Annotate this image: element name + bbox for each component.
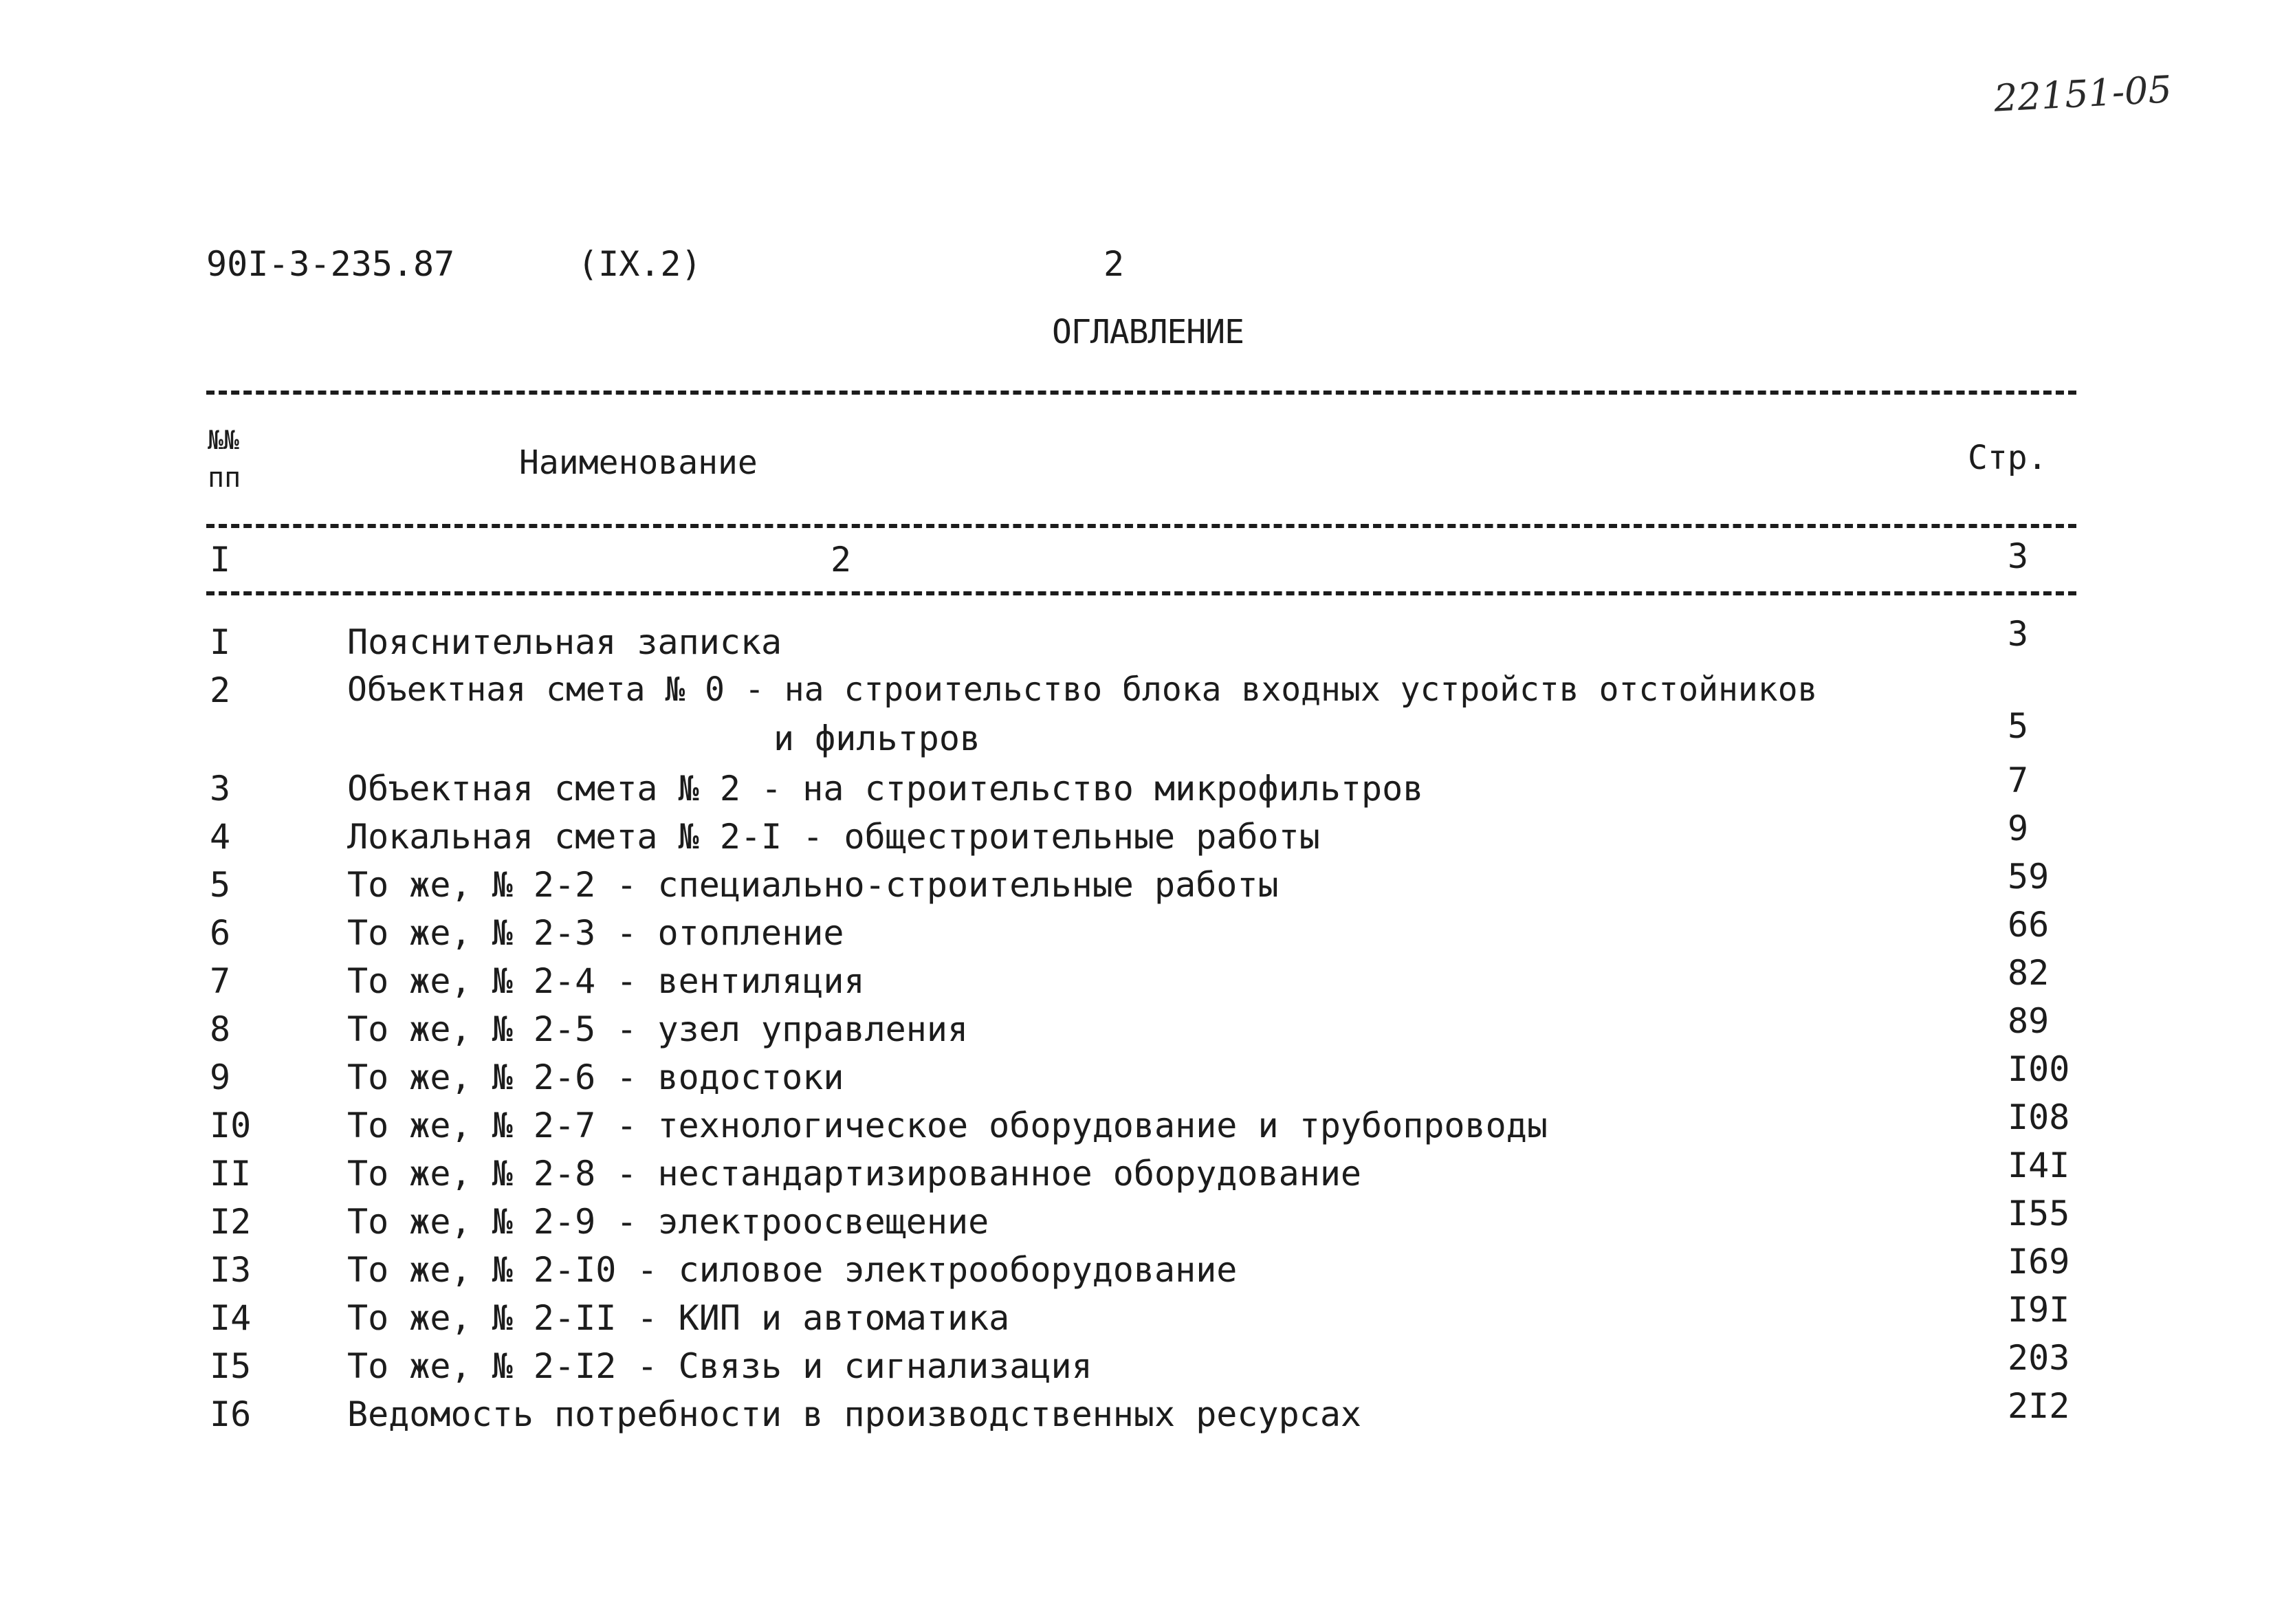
row-page: 59 — [2008, 857, 2050, 897]
row-name: То же, № 2-9 - электроосвещение — [347, 1202, 989, 1242]
table-row — [0, 1242, 2273, 1298]
colnum-2: 2 — [831, 540, 852, 580]
table-row — [0, 760, 2273, 817]
handwritten-code: 22151-05 — [1992, 67, 2173, 120]
table-row — [0, 614, 2273, 670]
colnum-1: I — [210, 540, 231, 580]
row-page: 7 — [2008, 760, 2029, 800]
row-page: I69 — [2008, 1242, 2070, 1282]
row-num: 8 — [210, 1009, 231, 1049]
row-page: 9 — [2008, 809, 2029, 848]
row-page: 2I2 — [2008, 1386, 2070, 1426]
row-name: То же, № 2-I0 - силовое электрооборудование — [347, 1250, 1238, 1290]
table-row — [0, 1338, 2273, 1394]
row-name: То же, № 2-4 - вентиляция — [347, 961, 865, 1001]
table-row — [0, 809, 2273, 865]
row-num: 6 — [210, 913, 231, 953]
table-row — [0, 1145, 2273, 1202]
row-name: То же, № 2-5 - узел управления — [347, 1009, 969, 1049]
row-name: Объектная смета № 0 - на строительство блока входных устройств отстойников — [347, 670, 1818, 709]
header-num-top: №№ — [208, 425, 239, 455]
table-row — [0, 1194, 2273, 1250]
table-row — [0, 953, 2273, 1009]
table-row — [0, 670, 2273, 767]
row-name: То же, № 2-8 - нестандартизированное оборудование — [347, 1154, 1362, 1194]
row-name: То же, № 2-I2 - Связь и сигнализация — [347, 1346, 1092, 1386]
row-page: 3 — [2008, 614, 2029, 654]
row-page: I9I — [2008, 1290, 2070, 1330]
row-name: Локальная смета № 2-I - общестроительные работы — [347, 817, 1320, 857]
table-row — [0, 1049, 2273, 1106]
row-num: I3 — [210, 1250, 252, 1290]
row-num: I2 — [210, 1202, 252, 1242]
row-page: I4I — [2008, 1145, 2070, 1185]
row-num: I5 — [210, 1346, 252, 1386]
header-name: Наименование — [519, 443, 758, 482]
table-row — [0, 905, 2273, 961]
row-name: Объектная смета № 2 - на строительство микрофильтров — [347, 769, 1424, 809]
row-page: 203 — [2008, 1338, 2070, 1378]
colnum-3: 3 — [2008, 536, 2029, 576]
row-num: I6 — [210, 1394, 252, 1434]
table-row — [0, 1290, 2273, 1346]
row-num: 9 — [210, 1057, 231, 1097]
table-row — [0, 1386, 2273, 1442]
row-num: 7 — [210, 961, 231, 1001]
row-name-continuation: и фильтров — [773, 718, 981, 758]
page-number: 2 — [1103, 244, 1125, 284]
rule-colnum-bottom — [206, 591, 2076, 595]
section-code: (IX.2) — [578, 244, 702, 284]
row-page: 82 — [2008, 953, 2050, 993]
row-num: 3 — [210, 769, 231, 809]
row-num: I — [210, 622, 231, 662]
row-page: 66 — [2008, 905, 2050, 945]
row-name: То же, № 2-3 - отопление — [347, 913, 844, 953]
row-name: Пояснительная записка — [347, 622, 782, 662]
row-page: I00 — [2008, 1049, 2070, 1089]
rule-header-bottom — [206, 524, 2076, 528]
row-name: Ведомость потребности в производственных ресурсах — [347, 1394, 1362, 1434]
doc-number: 90I-3-235.87 — [206, 244, 455, 284]
row-num: II — [210, 1154, 252, 1194]
row-num: I0 — [210, 1106, 252, 1145]
table-row — [0, 1001, 2273, 1057]
table-row — [0, 857, 2273, 913]
row-page: 89 — [2008, 1001, 2050, 1041]
header-num-bottom: пп — [208, 462, 241, 494]
header-page: Стр. — [1968, 439, 2047, 477]
row-page: 5 — [2008, 706, 2029, 746]
row-num: 4 — [210, 817, 231, 857]
rule-top — [206, 391, 2076, 395]
row-num: I4 — [210, 1298, 252, 1338]
row-name: То же, № 2-2 - специально-строительные работы — [347, 865, 1279, 905]
page-title: ОГЛАВЛЕНИЕ — [1052, 313, 1244, 351]
row-name: То же, № 2-II - КИП и автоматика — [347, 1298, 1010, 1338]
row-name: То же, № 2-6 - водостоки — [347, 1057, 844, 1097]
row-num: 5 — [210, 865, 231, 905]
row-page: I08 — [2008, 1097, 2070, 1137]
row-page: I55 — [2008, 1194, 2070, 1233]
table-row — [0, 1097, 2273, 1154]
row-name: То же, № 2-7 - технологическое оборудование и трубопроводы — [347, 1106, 1548, 1145]
row-num: 2 — [210, 670, 231, 710]
